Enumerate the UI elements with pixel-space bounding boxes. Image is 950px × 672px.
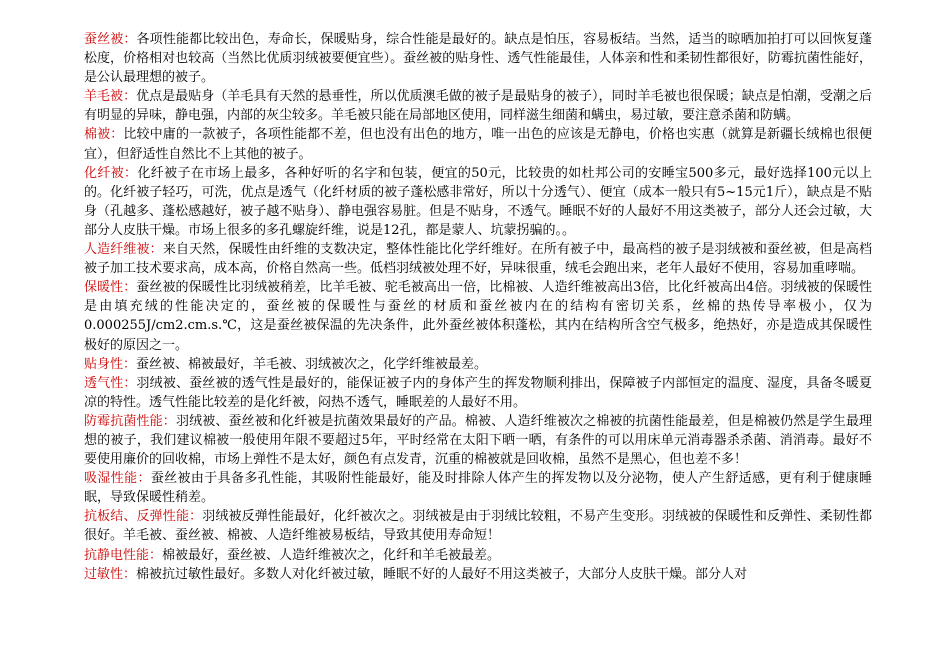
paragraph-synthetic-quilt (84, 164, 872, 240)
paragraph-warmth (84, 278, 872, 354)
paragraph-antibacterial (84, 412, 872, 469)
paragraph-silk-quilt (84, 30, 872, 87)
paragraph-cotton-quilt (84, 125, 872, 163)
paragraph-text: 羽绒被、蚕丝被和化纤被是抗菌效果最好的产品。棉被、人造纤维被次之棉被的抗菌性能最差，但是棉被仍然是学生最理想的被子，我们建议棉被一般使用年限不要超过5年，平时经常在太阳下晒一晒，有条件的可以用床单元消毒器杀杀菌、消消毒。最好不要使用廉价的回收棉，市场上弹性不是太好，颜色有点发青，沉重的棉被就是回收棉，虽然不是黑心，但也差不多！ (84, 413, 872, 468)
term-label: 透气性： (84, 375, 137, 391)
term-label: 抗静电性能： (84, 547, 163, 563)
paragraph-text: 棉被抗过敏性最好。多数人对化纤被过敏，睡眠不好的人最好不用这类被子，大部分人皮肤干燥。部分人对 (136, 566, 748, 582)
paragraph-antistatic (84, 546, 872, 565)
term-label: 抗板结、反弹性能： (84, 509, 203, 525)
paragraph-text: 蚕丝被由于具备多孔性能，其吸附性能最好，能及时排除人体产生的挥发物以及分泌物，使人产生舒适感，更有利于健康睡眠，导致保暖性稍差。 (84, 471, 872, 506)
term-label: 人造纤维被： (84, 242, 163, 258)
paragraph-text: 羽绒被反弹性能最好，化纤被次之。羽绒被是由于羽绒比较粗，不易产生变形。羽绒被的保暖性和反弹性、柔韧性都很好。羊毛被、蚕丝被、棉被、人造纤维被易板结，导致其使用寿命短！ (84, 509, 872, 544)
term-label: 保暖性： (84, 280, 137, 296)
term-label: 蚕丝被： (84, 32, 137, 47)
term-label: 棉被： (84, 127, 124, 143)
paragraph-text: 各项性能都比较出色，寿命长，保暖贴身，综合性能是最好的。缺点是怕压，容易板结。当然，适当的晾晒加拍打可以回恢复蓬松度，价格相对也较高（当然比优质羽绒被要便宜些）。蚕丝被的贴身性、透气性能最佳，人体亲和性和柔韧性都很好，防霉抗菌性能好，是公认最理想的被子。 (84, 32, 872, 86)
term-label: 贴身性： (84, 356, 137, 372)
paragraph-moisture (84, 469, 872, 507)
paragraph-fit (84, 355, 872, 374)
paragraph-breathability (84, 374, 872, 412)
term-label: 吸湿性能： (84, 471, 151, 487)
paragraph-text: 来自天然，保暖性由纤维的支数决定，整体性能比化学纤维好。在所有被子中，最高档的被子是羽绒被和蚕丝被，但是高档被子加工技术要求高，成本高，价格自然高一些。低档羽绒被处理不好，异味很重，绒毛会跑出来，老年人最好不使用，容易加重哮喘。 (84, 242, 872, 277)
paragraph-text: 化纤被子在市场上最多，各种好听的名字和包装，便宜的50元，比较贵的如杜邦公司的安睡宝500多元，最好选择100元以上的。化纤被子轻巧，可洗，优点是透气（化纤材质的被子蓬松感非常好，所以十分透气）、便宜（成本一般只有5~15元1斤），缺点是不贴身（孔越多、蓬松感越好，被子越不贴身）、静电强容易脏。但是不贴身，不透气。睡眠不好的人最好不用这类被子，部分人还会过敏，大部分人皮肤干燥。市场上很多的多孔螺旋纤维，说是12孔，都是蒙人、坑蒙拐骗的。。 (84, 165, 872, 238)
term-label: 过敏性： (84, 566, 137, 582)
paragraph-wool-quilt (84, 87, 872, 125)
paragraph-text: 棉被最好，蚕丝被、人造纤维被次之，化纤和羊毛被最差。 (162, 547, 501, 563)
paragraph-text: 优点是最贴身（羊毛具有天然的悬垂性，所以优质澳毛做的被子是最贴身的被子），同时羊毛被也很保暖；缺点是怕潮，受潮之后有明显的异味，静电强，内部的灰尘较多。羊毛被只能在局部地区使用，同样滋生细菌和螨虫，易过敏，要注意杀菌和防螨。 (84, 89, 872, 124)
paragraph-rayon-quilt (84, 240, 872, 278)
term-label: 防霉抗菌性能： (84, 413, 176, 429)
paragraph-allergy (84, 565, 872, 584)
term-label: 羊毛被： (84, 89, 137, 105)
paragraph-text: 蚕丝被的保暖性比羽绒被稍差，比羊毛被、驼毛被高出一倍，比棉被、人造纤维被高出3倍，比化纤被高出4倍。羽绒被的保暖性是由填充绒的性能决定的，蚕丝被的保暖性与蚕丝的材质和蚕丝被内在的结构有密切关系，丝棉的热传导率极小，仅为0.000255J/cm2.cm.s.℃，这是蚕丝被保温的先决条件，此外蚕丝被体积蓬松，其内在结构所含空气极多，绝热好，亦是造成其保暖性极好的原因之一。 (84, 280, 872, 353)
paragraph-text: 蚕丝被、棉被最好，羊毛被、羽绒被次之，化学纤维被最差。 (136, 356, 488, 372)
paragraph-text: 羽绒被、蚕丝被的透气性是最好的，能保证被子内的身体产生的挥发物顺利排出，保障被子内部恒定的温度、湿度，具备冬暖夏凉的特性。透气性能比较差的是化纤被，闷热不透气，睡眠差的人最好不用。 (84, 375, 872, 410)
paragraph-resilience (84, 507, 872, 545)
paragraph-text: 比较中庸的一款被子，各项性能都不差，但也没有出色的地方，唯一出色的应该是无静电，价格也实惠（就算是新疆长绒棉也很便宜），但舒适性自然比不上其他的被子。 (84, 127, 872, 162)
document-body (84, 30, 872, 584)
term-label: 化纤被： (84, 165, 138, 181)
